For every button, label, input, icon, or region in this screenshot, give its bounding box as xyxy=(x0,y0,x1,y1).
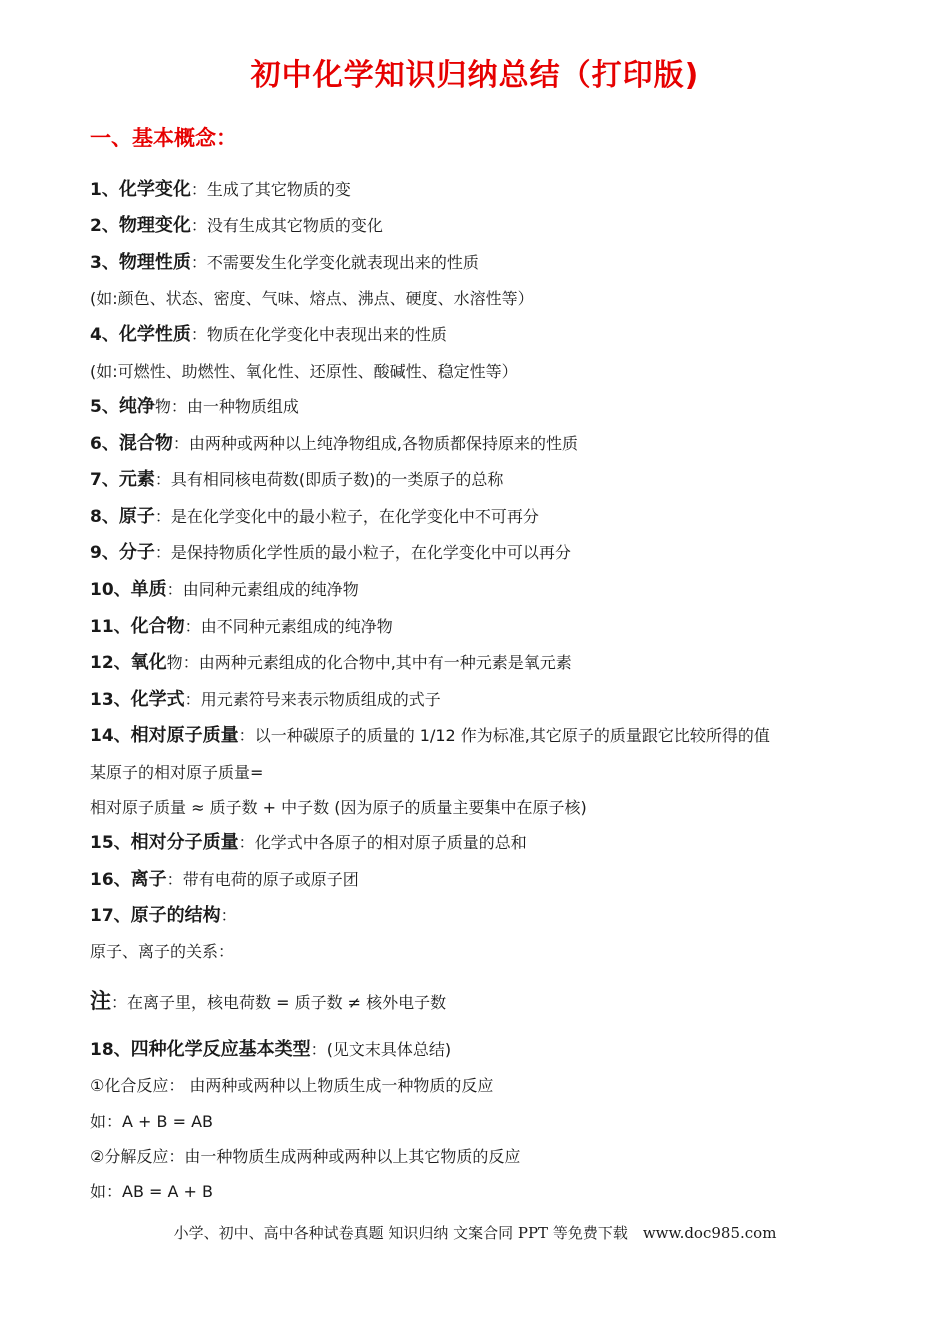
item-description: 由两种元素组成的化合物中,其中有一种元素是氧元素 xyxy=(198,653,572,672)
item-description: 具有相同核电荷数(即质子数)的一类原子的总称 xyxy=(170,470,504,489)
item-separator: ： xyxy=(166,870,183,889)
item-term: 单质 xyxy=(130,579,167,600)
item-separator: ： xyxy=(190,180,207,199)
concept-note-line xyxy=(90,761,263,785)
item-separator: ： xyxy=(310,1040,327,1059)
item-description: 由不同种元素组成的纯净物 xyxy=(200,617,393,636)
section-heading-basic-concepts: 一、基本概念： xyxy=(90,126,237,150)
item-term: 物理变化 xyxy=(118,215,191,236)
note-separator: ： xyxy=(111,993,128,1012)
item-number: 5、 xyxy=(90,397,119,417)
concept-item xyxy=(90,904,237,928)
item-number: 7、 xyxy=(90,470,119,490)
reaction-line: ②分解反应：由一种物质生成两种或两种以上其它物质的反应 xyxy=(90,1147,521,1166)
concept-item xyxy=(90,323,447,347)
item-number: 17、 xyxy=(90,906,131,926)
item-number: 6、 xyxy=(90,434,119,454)
item-number: 3、 xyxy=(90,253,119,273)
item-term: 元素 xyxy=(118,469,155,490)
item-separator: ： xyxy=(182,653,199,672)
item-description: 以一种碳原子的质量的 1/12 作为标准,其它原子的质量跟它比较所得的值 xyxy=(254,726,770,745)
page-title: 初中化学知识归纳总结（打印版) xyxy=(250,58,700,93)
item-separator: ： xyxy=(154,543,171,562)
item-18 xyxy=(90,1038,451,1062)
item-term: 纯净 xyxy=(118,396,155,417)
item-term: 离子 xyxy=(130,869,167,890)
concept-note-line xyxy=(90,796,587,820)
item-term-suffix: 物 xyxy=(154,397,171,416)
item-term: 分子 xyxy=(118,542,155,563)
item-number: 18、 xyxy=(90,1040,131,1060)
note-line xyxy=(90,989,446,1015)
item-term: 原子的结构 xyxy=(130,905,221,926)
item-term: 化学变化 xyxy=(118,179,191,200)
item-number: 10、 xyxy=(90,580,131,600)
item-number: 11、 xyxy=(90,617,131,637)
item-number: 2、 xyxy=(90,216,119,236)
item-number: 13、 xyxy=(90,690,131,710)
item-term: 四种化学反应基本类型 xyxy=(130,1039,311,1060)
item-separator: ： xyxy=(166,580,183,599)
concept-item xyxy=(90,688,441,712)
item-term: 化学式 xyxy=(130,689,185,710)
concept-item xyxy=(90,178,351,202)
item-number: 1、 xyxy=(90,180,119,200)
concept-item xyxy=(90,395,299,419)
concept-item xyxy=(90,214,383,238)
item-description: 生成了其它物质的变 xyxy=(206,180,351,199)
concept-item xyxy=(90,468,503,492)
item-separator: ： xyxy=(184,690,201,709)
item-separator: ： xyxy=(190,253,207,272)
concept-item xyxy=(90,724,770,748)
item-separator: ： xyxy=(154,470,171,489)
item-description: (见文末具体总结) xyxy=(326,1040,452,1059)
item-term: 相对原子质量 xyxy=(130,725,239,746)
item-separator: ： xyxy=(238,833,255,852)
item-term: 氧化 xyxy=(130,652,167,673)
item-term: 原子 xyxy=(118,506,155,527)
note-label: 注 xyxy=(90,989,111,1013)
concept-item xyxy=(90,505,539,529)
item-description: 化学式中各原子的相对原子质量的总和 xyxy=(254,833,527,852)
item-term: 混合物 xyxy=(118,433,173,454)
item-description: 相对原子质量 ≈ 质子数 + 中子数 (因为原子的质量主要集中在原子核) xyxy=(90,798,587,817)
item-term-suffix: 物 xyxy=(166,653,183,672)
concept-note-line xyxy=(90,940,234,964)
item-description: 用元素符号来表示物质组成的式子 xyxy=(200,690,441,709)
item-description: 不需要发生化学变化就表现出来的性质 xyxy=(206,253,479,272)
concept-item xyxy=(90,541,571,565)
item-term: 物理性质 xyxy=(118,252,191,273)
item-description: 某原子的相对原子质量= xyxy=(90,763,264,782)
item-description: 是保持物质化学性质的最小粒子，在化学变化中可以再分 xyxy=(170,543,571,562)
concept-item xyxy=(90,615,393,639)
item-description: 没有生成其它物质的变化 xyxy=(206,216,383,235)
reaction-example: 如：A + B = AB xyxy=(90,1112,214,1131)
reaction-example: 如：AB = A + B xyxy=(90,1182,214,1201)
note-text: 在离子里，核电荷数 = 质子数 ≠ 核外电子数 xyxy=(127,993,447,1012)
item-separator: ： xyxy=(238,726,255,745)
item-number: 8、 xyxy=(90,507,119,527)
concept-note-line xyxy=(90,360,518,384)
item-description: (如:颜色、状态、密度、气味、熔点、沸点、硬度、水溶性等） xyxy=(90,289,534,308)
item-separator: ： xyxy=(170,397,187,416)
item-separator: ： xyxy=(190,325,207,344)
item-number: 16、 xyxy=(90,870,131,890)
item-term: 相对分子质量 xyxy=(130,832,239,853)
item-description: 带有电荷的原子或原子团 xyxy=(182,870,359,889)
item-separator: ： xyxy=(154,507,171,526)
item-number: 4、 xyxy=(90,325,119,345)
concept-item xyxy=(90,831,527,855)
item-term: 化学性质 xyxy=(118,324,191,345)
reaction-line: ①化合反应： 由两种或两种以上物质生成一种物质的反应 xyxy=(90,1076,494,1095)
item-number: 9、 xyxy=(90,543,119,563)
concept-note-line xyxy=(90,287,534,311)
item-description: 由同种元素组成的纯净物 xyxy=(182,580,359,599)
item-description: 由一种物质组成 xyxy=(186,397,299,416)
item-description: 物质在化学变化中表现出来的性质 xyxy=(206,325,447,344)
item-description: 由两种或两种以上纯净物组成,各物质都保持原来的性质 xyxy=(188,434,578,453)
item-number: 12、 xyxy=(90,653,131,673)
item-number: 14、 xyxy=(90,726,131,746)
concept-item xyxy=(90,432,578,456)
item-description: 是在化学变化中的最小粒子，在化学变化中不可再分 xyxy=(170,507,539,526)
item-separator: ： xyxy=(190,216,207,235)
item-number: 15、 xyxy=(90,833,131,853)
item-separator: ： xyxy=(172,434,189,453)
item-separator: ： xyxy=(184,617,201,636)
concept-item xyxy=(90,251,479,275)
item-separator: ： xyxy=(220,906,237,925)
item-description: 原子、离子的关系： xyxy=(90,942,235,961)
footer-text: 小学、初中、高中各种试卷真题 知识归纳 文案合同 PPT 等免费下载 www.doc985.com xyxy=(173,1224,777,1242)
concept-item xyxy=(90,868,359,892)
item-description: (如:可燃性、助燃性、氧化性、还原性、酸碱性、稳定性等） xyxy=(90,362,518,381)
item-term: 化合物 xyxy=(130,616,185,637)
concept-item xyxy=(90,651,572,675)
concept-item xyxy=(90,578,359,602)
